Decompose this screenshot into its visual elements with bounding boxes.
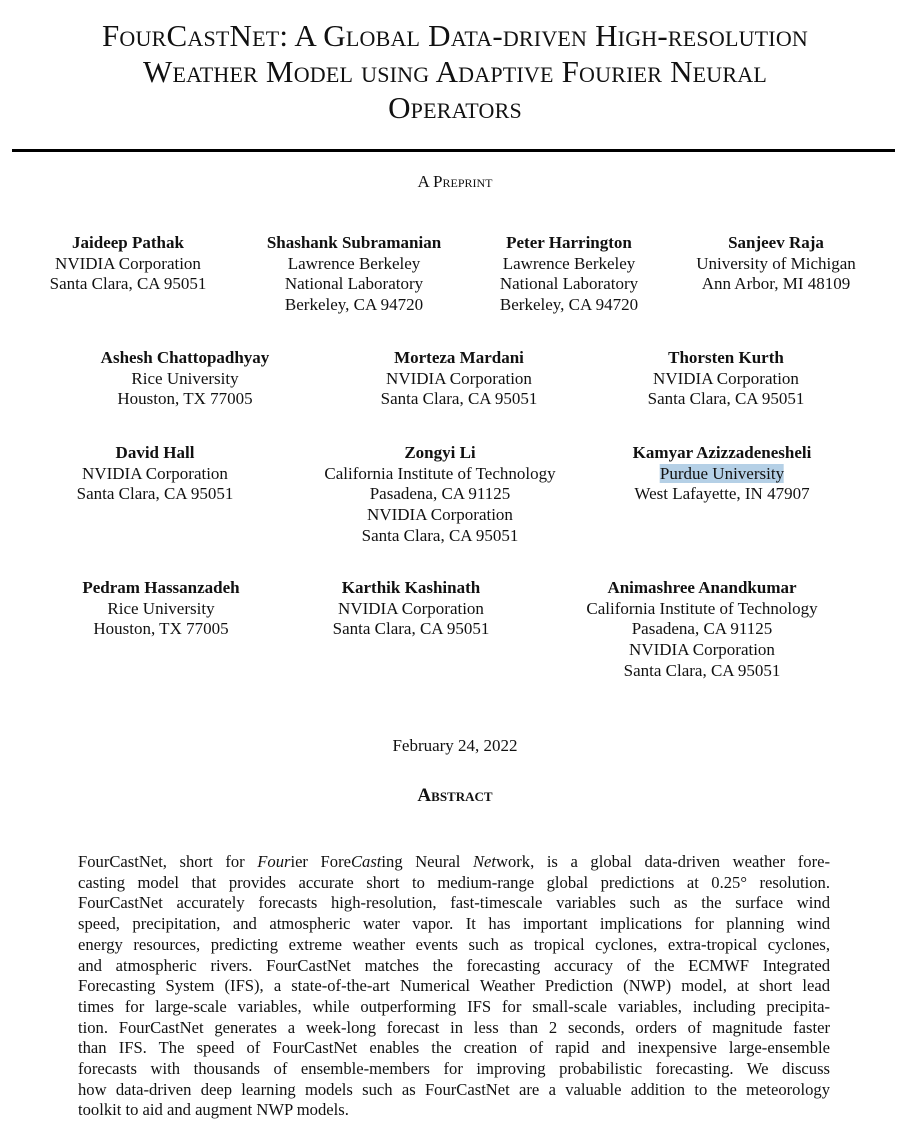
affiliation-text: University of Michigan [696,253,856,273]
author-affiliation-line [324,505,555,526]
author-affiliation-line [381,369,538,390]
author-affiliation-line [500,274,638,295]
author-affiliation-line [333,619,490,640]
author-affiliation-line [101,369,270,390]
author-name: David Hall [115,443,195,462]
affiliation-text: Pasadena, CA 91125 [369,484,511,504]
italic-text: Net [472,852,496,871]
author-block [77,443,234,505]
author-affiliation-line [82,619,239,640]
author-name: Pedram Hassanzadeh [82,578,240,597]
affiliation-text: Santa Clara, CA 95051 [647,389,805,409]
abstract-line: times for large-scale variables, while outperforming IFS for small-scale variables, including precipita- [78,996,830,1016]
abstract-line: energy resources, predicting extreme weather events such as tropical cyclones, extra-tropical cyclones, [78,934,830,954]
text: ier Fore [290,852,351,871]
abstract-line: than IFS. The speed of FourCastNet enables the creation of rapid and inexpensive large-ensemble [78,1038,830,1058]
preprint-label: A Preprint [417,172,493,191]
author-affiliation-line [633,464,812,485]
author-block [696,233,856,295]
author-affiliation-line [77,484,234,505]
author-block [381,348,538,410]
author-name: Ashesh Chattopadhyay [100,348,270,367]
abstract-line: toolkit to aid and augment NWP models. [78,1100,349,1120]
title-rule [12,149,895,152]
affiliation-text: Santa Clara, CA 95051 [76,484,234,504]
affiliation-text: Santa Clara, CA 95051 [332,619,490,639]
abstract-heading: Abstract [417,785,493,806]
affiliation-text: NVIDIA Corporation [629,640,775,660]
author-affiliation-line [333,599,490,620]
author-affiliation-line [586,640,817,661]
author-block [101,348,270,410]
text: FourCastNet, short for [78,852,258,871]
abstract-line: tion. FourCastNet generates a week-long forecast in less than 2 seconds, orders of magnitude faster [78,1017,830,1037]
author-affiliation-line [586,599,817,620]
author-affiliation-line [101,389,270,410]
author-block [648,348,805,410]
abstract-line [78,852,830,873]
author-affiliation-line [82,599,239,620]
affiliation-text: National Laboratory [284,274,424,294]
author-block [500,233,638,316]
author-name: Zongyi Li [404,443,476,462]
affiliation-text: Berkeley, CA 94720 [284,295,424,315]
affiliation-text: Rice University [131,368,239,388]
title-line: Operators [388,90,522,125]
affiliation-text: Santa Clara, CA 95051 [49,274,207,294]
author-affiliation-line [267,254,441,275]
affiliation-text: NVIDIA Corporation [367,505,513,525]
author-name: Kamyar Azizzadenesheli [632,443,812,462]
author-name: Morteza Mardani [394,348,524,367]
affiliation-text: Santa Clara, CA 95051 [361,525,519,545]
abstract-line: speed, precipitation, and atmospheric water vapor. It has important implications for planning wind [78,914,830,934]
author-affiliation-line [633,484,812,505]
author-affiliation-line [696,274,856,295]
author-affiliation-line [500,254,638,275]
author-affiliation-line [267,274,441,295]
author-affiliation-line [696,254,856,275]
author-block [267,233,441,316]
affiliation-text: California Institute of Technology [586,598,818,618]
affiliation-text: Houston, TX 77005 [93,619,229,639]
author-name: Sanjeev Raja [728,233,824,252]
author-affiliation-line [586,619,817,640]
author-affiliation-line [500,295,638,316]
affiliation-text: West Lafayette, IN 47907 [634,484,810,504]
abstract-body[interactable] [78,852,830,1121]
author-block [82,578,239,640]
title-line: Weather Model using Adaptive Fourier Neural [143,54,767,89]
author-name: Karthik Kashinath [341,578,481,597]
author-affiliation-line [267,295,441,316]
title-line: FourCastNet: A Global Data-driven High-resolution [101,18,809,53]
author-block [50,233,207,295]
author-block [333,578,490,640]
affiliation-text: Ann Arbor, MI 48109 [701,274,851,294]
affiliation-text: Rice University [107,598,215,618]
text: ing Neural [381,852,473,871]
abstract-line: FourCastNet accurately forecasts high-resolution, fast-timescale variables such as the surface wind [78,893,830,913]
affiliation-text: California Institute of Technology [324,463,556,483]
abstract-line: forecasts with thousands of ensemble-members for improving probabilistic forecasting. We discuss [78,1059,830,1079]
affiliation-text: NVIDIA Corporation [653,368,799,388]
italic-text: Cast [350,852,382,871]
author-name: Thorsten Kurth [668,348,784,367]
affiliation-text: Santa Clara, CA 95051 [380,389,538,409]
affiliation-text: Berkeley, CA 94720 [499,295,639,315]
paper-date: February 24, 2022 [392,736,518,755]
affiliation-text: Pasadena, CA 91125 [631,619,773,639]
highlighted-text-selection[interactable]: Purdue University [659,463,785,483]
affiliation-text: National Laboratory [499,274,639,294]
affiliation-text: NVIDIA Corporation [82,463,228,483]
author-affiliation-line [50,274,207,295]
affiliation-text: Santa Clara, CA 95051 [623,660,781,680]
author-affiliation-line [586,661,817,682]
author-affiliation-line [324,484,555,505]
abstract-line: casting model that provides accurate short to medium-range global predictions at 0.25° resolution. [78,872,830,892]
text: work, is a global data-driven weather fore- [495,852,830,871]
author-affiliation-line [381,389,538,410]
affiliation-text: Lawrence Berkeley [502,253,636,273]
author-block [586,578,817,682]
author-name: Animashree Anandkumar [607,578,797,597]
author-affiliation-line [324,526,555,547]
author-block [324,443,555,547]
abstract-line: how data-driven deep learning models such as FourCastNet are a valuable addition to the meteorology [78,1079,830,1099]
author-affiliation-line [648,369,805,390]
affiliation-text: NVIDIA Corporation [386,368,532,388]
affiliation-text: NVIDIA Corporation [55,253,201,273]
author-affiliation-line [77,464,234,485]
author-name: Peter Harrington [506,233,632,252]
author-affiliation-line [324,464,555,485]
author-block [633,443,812,505]
author-affiliation-line [50,254,207,275]
italic-text: Four [257,852,291,871]
author-name: Jaideep Pathak [72,233,184,252]
affiliation-text: Houston, TX 77005 [117,389,253,409]
affiliation-text: NVIDIA Corporation [338,598,484,618]
abstract-line: and atmospheric rivers. FourCastNet matches the forecasting accuracy of the ECMWF Integrated [78,955,830,975]
author-name: Shashank Subramanian [266,233,442,252]
abstract-line: Forecasting System (IFS), a state-of-the-art Numerical Weather Prediction (NWP) model, at short lead [78,976,830,996]
affiliation-text: Lawrence Berkeley [287,253,421,273]
paper-title [0,18,910,126]
author-affiliation-line [648,389,805,410]
